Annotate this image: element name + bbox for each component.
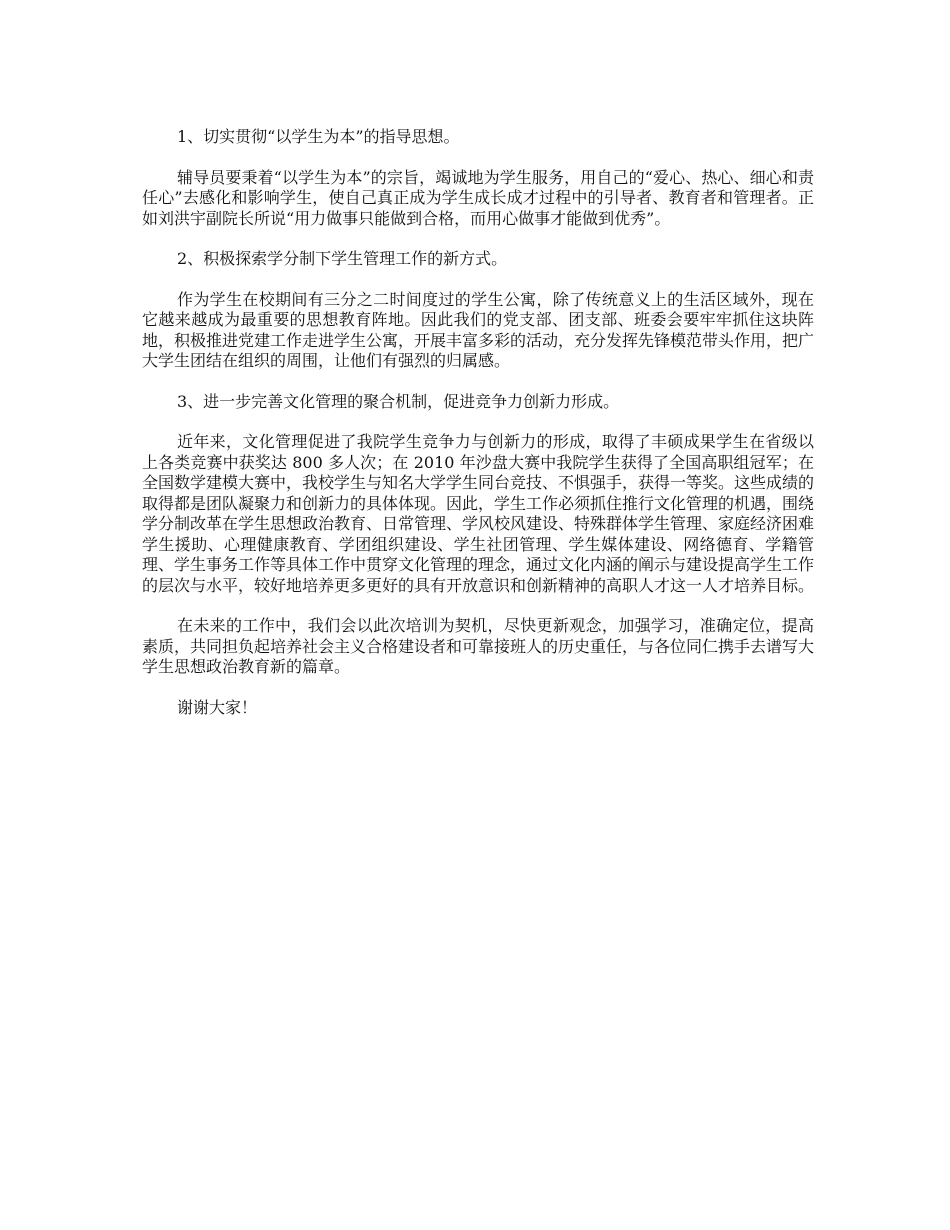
paragraph-thanks: 谢谢大家！ [177,697,258,717]
paragraph-student-dormitory: 作为学生在校期间有三分之二时间度过的学生公寓，除了传统意义上的生活区域外，现在它越来越成为最重要的思想教育阵地。因此我们的党支部、团支部、班委会要牢牢抓住这块阵地，积极推进党建工作走进学生公寓，开展丰富多彩的活动，充分发挥先锋模范带头作用，把广大学生团结在组织的周围，让他们有强烈的归属感。 [142,289,815,370]
paragraph-counselor-principle: 辅导员要秉着“以学生为本”的宗旨，竭诚地为学生服务，用自己的“爱心、热心、细心和责任心”去感化和影响学生，使自己真正成为学生成长成才过程中的引导者、教育者和管理者。正如刘洪宇副院长所说“用力做事只能做到合格，而用心做事才能做到优秀”。 [142,167,814,228]
section-heading-2: 2、积极探索学分制下学生管理工作的新方式。 [177,249,508,268]
document-body [142,127,814,738]
section-heading-1: 1、切实贯彻“以学生为本”的指导思想。 [177,127,460,146]
section-heading-3: 3、进一步完善文化管理的聚合机制，促进竞争力创新力形成。 [177,391,620,411]
paragraph-culture-management: 近年来，文化管理促进了我院学生竞争力与创新力的形成，取得了丰硕成果学生在省级以上各类竞赛中获奖达 800 多人次；在 2010 年沙盘大赛中我院学生获得了全国高职组冠军；在全国数学建模大赛中，我校学生与知名大学学生同台竞技、不惧强手，获得一等奖。这些成绩的取得都是团队凝聚力和创新力的具体体现。因此，学生工作必须抓住推行文化管理的机遇，围绕学分制改革在学生思想政治教育、日常管理、学风校风建设、特殊群体学生管理、家庭经济困难学生援助、心理健康教育、学团组织建设、学生社团管理、学生媒体建设、网络德育、学籍管理、学生事务工作等具体工作中贯穿文化管理的理念，通过文化内涵的阐示与建设提高学生工作的层次与水平，较好地培养更多更好的具有开放意识和创新精神的高职人才这一人才培养目标。 [142,432,815,595]
paragraph-future-work: 在未来的工作中，我们会以此次培训为契机，尽快更新观念，加强学习，准确定位，提高素质，共同担负起培养社会主义合格建设者和可靠接班人的历史重任，与各位同仁携手去谱写大学生思想政治教育新的篇章。 [142,616,815,676]
